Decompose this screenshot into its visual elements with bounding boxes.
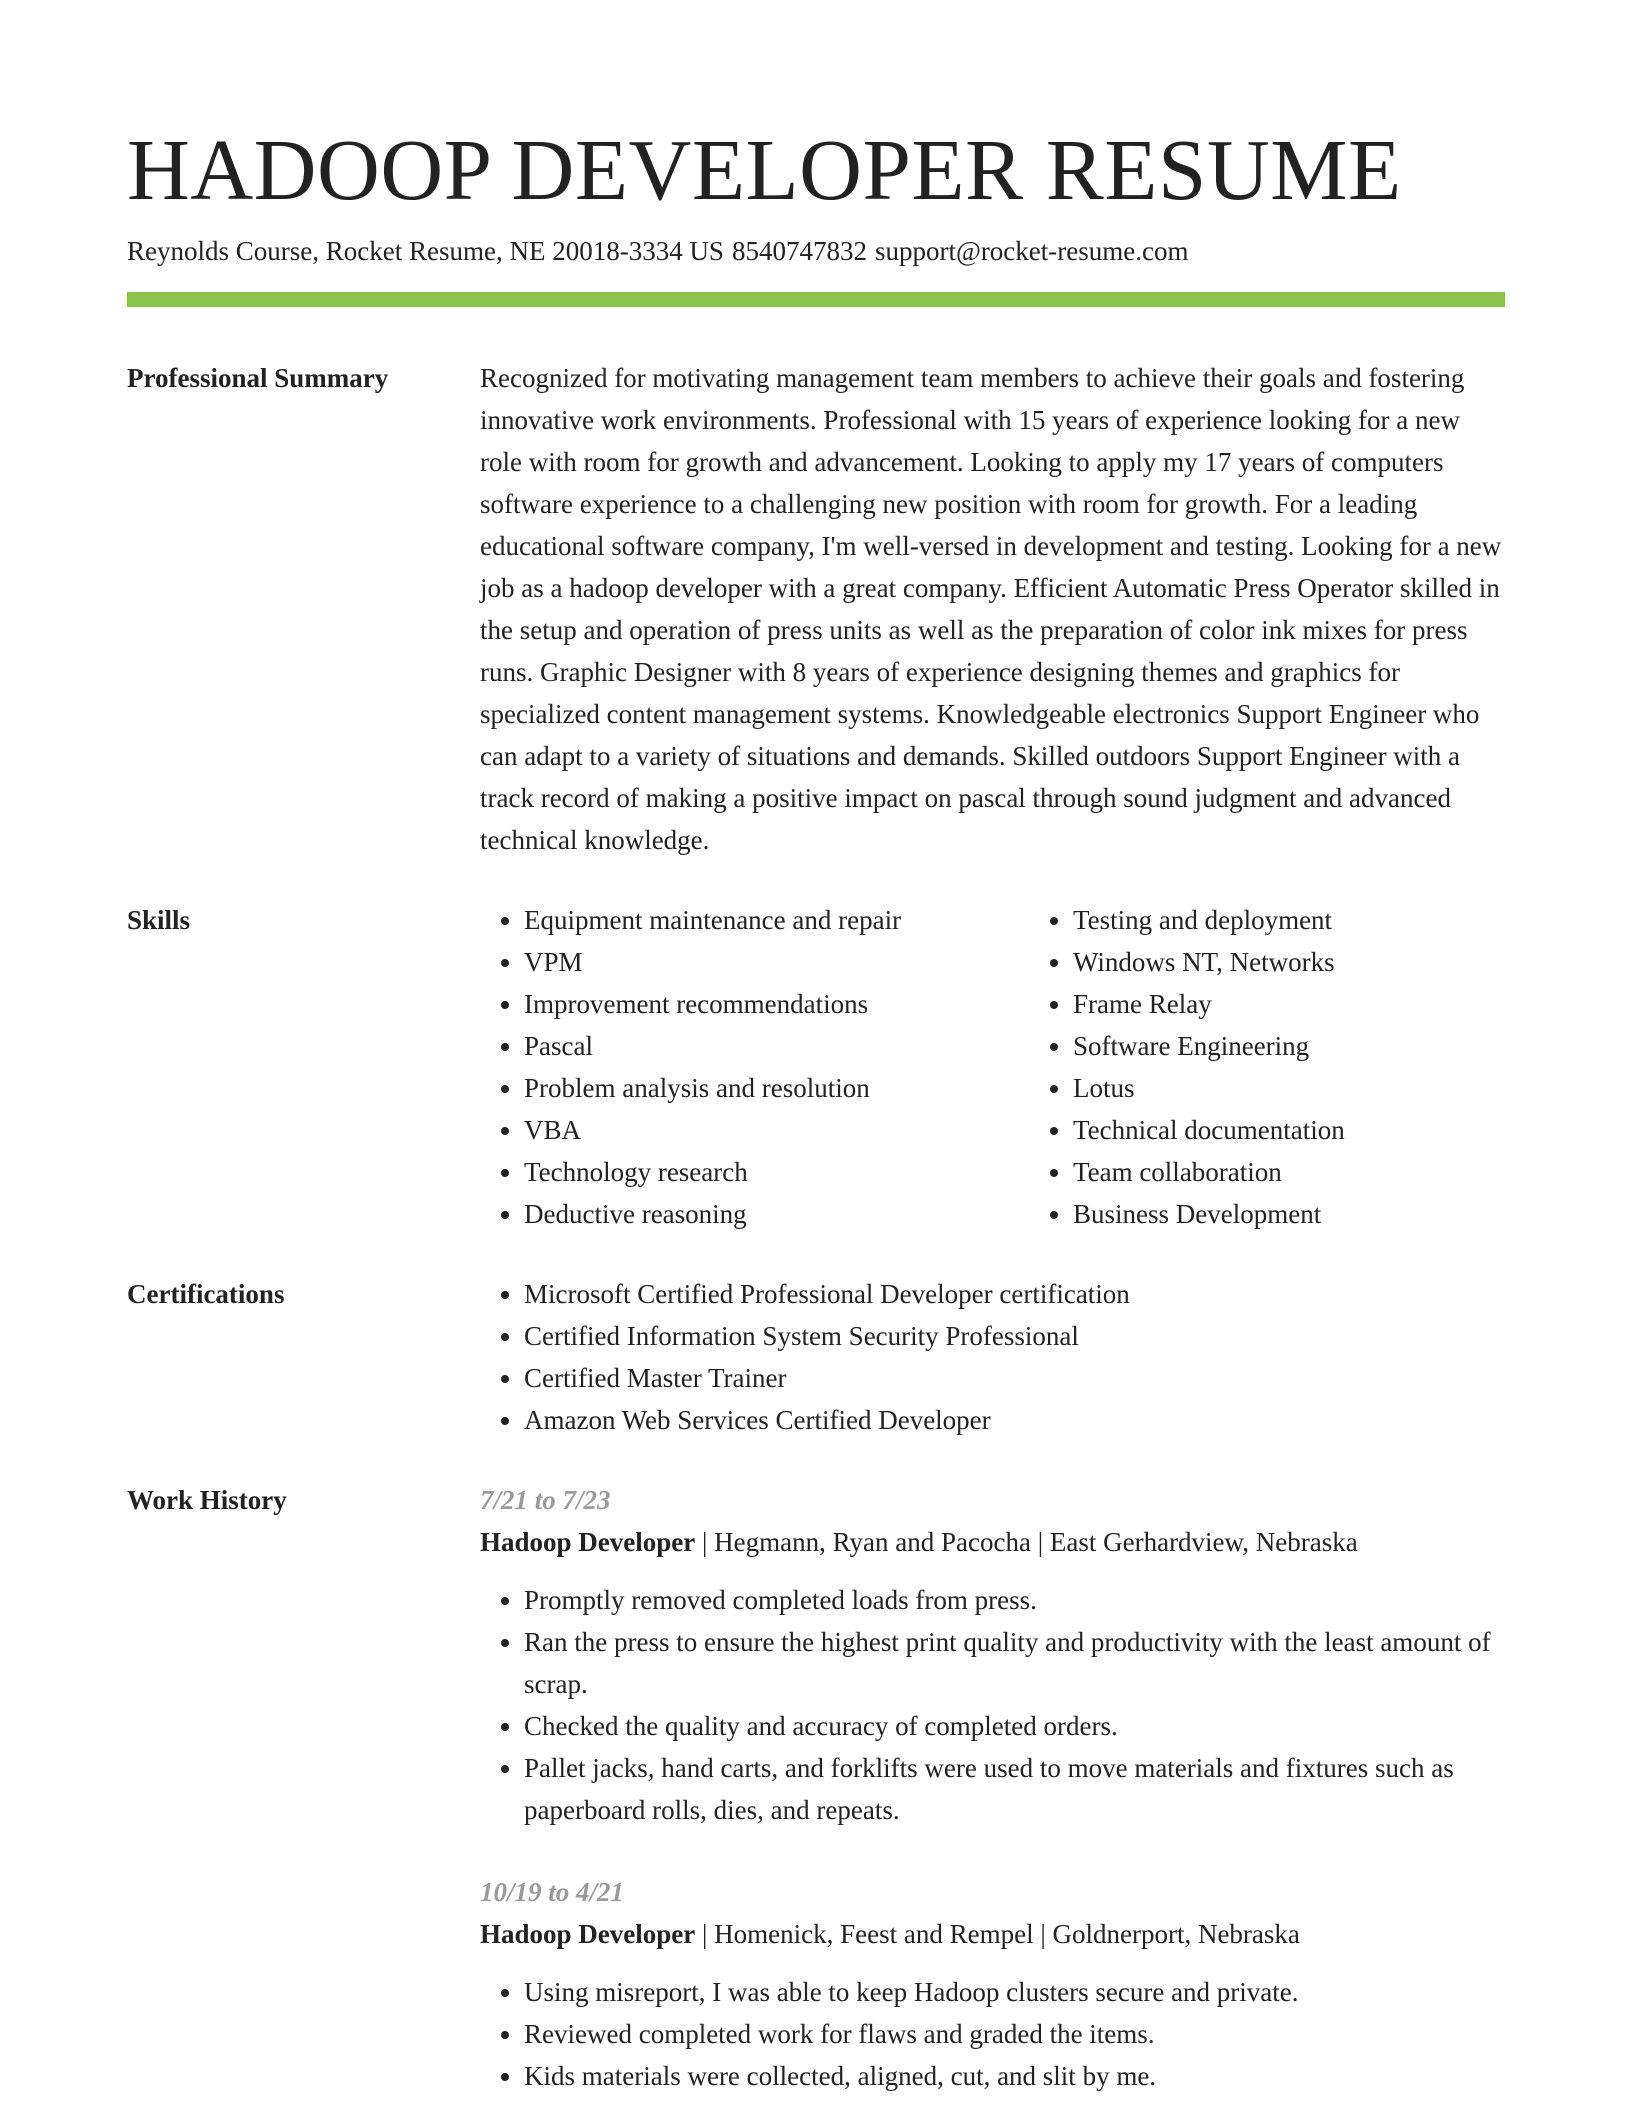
list-item: • Kids materials were collected, aligned, cut, and slit by me. [524,2055,1505,2097]
summary-heading: Professional Summary [127,363,389,393]
job-bullets [480,1971,1505,2097]
job-title-line [480,1521,1505,1563]
job-role: Hadoop Developer [480,1919,696,1949]
list-item: • Amazon Web Services Certified Developer [524,1399,1505,1441]
list-item: • Certified Master Trainer [524,1357,1505,1399]
contact-phone: 8540747832 [731,236,867,266]
skills-list-right [1029,899,1505,1235]
contact-email: support@rocket-resume.com [874,236,1189,266]
job-title-line [480,1913,1505,1955]
list-item: • Pascal [524,1025,1029,1067]
work-history-section [127,1479,1505,2097]
list-item: • Software Engineering [1073,1025,1505,1067]
summary-section [127,357,1505,861]
list-item: • Using misreport, I was able to keep Hadoop clusters secure and private. [524,1971,1505,2013]
list-item: • Frame Relay [1073,983,1505,1025]
resume-page [127,118,1505,2097]
certifications-heading: Certifications [127,1279,285,1309]
list-item: • Lotus [1073,1067,1505,1109]
list-item: • Promptly removed completed loads from press. [524,1579,1505,1621]
job-employer-details: | Hegmann, Ryan and Pacocha | East Gerhardview, Nebraska [702,1527,1358,1557]
job-dates: 10/19 to 4/21 [480,1877,625,1907]
skills-section [127,899,1505,1235]
job-entry [480,1479,1505,1831]
list-item: • Team collaboration [1073,1151,1505,1193]
list-item: • Business Development [1073,1193,1505,1235]
skills-list-left [480,899,1029,1235]
list-item: • Reviewed completed work for flaws and graded the items. [524,2013,1505,2055]
job-employer-details: | Homenick, Feest and Rempel | Goldnerport, Nebraska [702,1919,1300,1949]
list-item: • Improvement recommendations [524,983,1029,1025]
list-item: • Checked the quality and accuracy of completed orders. [524,1705,1505,1747]
contact-address: Reynolds Course, Rocket Resume, NE 20018-3334 US [127,236,724,266]
job-role: Hadoop Developer [480,1527,696,1557]
certifications-list [480,1273,1505,1441]
list-item: • VPM [524,941,1029,983]
header-divider [127,292,1505,307]
list-item: • Certified Information System Security Professional [524,1315,1505,1357]
list-item: • Problem analysis and resolution [524,1067,1029,1109]
resume-title: HADOOP DEVELOPER RESUME [127,121,1402,218]
list-item: • Deductive reasoning [524,1193,1029,1235]
skills-heading: Skills [127,905,191,935]
list-item: • Ran the press to ensure the highest print quality and productivity with the least amount of scrap. [524,1621,1505,1705]
list-item: • VBA [524,1109,1029,1151]
list-item: • Testing and deployment [1073,899,1505,941]
list-item: • Pallet jacks, hand carts, and forklifts were used to move materials and fixtures such as paperboard rolls, dies, and repeats. [524,1747,1505,1831]
job-bullets [480,1579,1505,1831]
work-history-heading: Work History [127,1485,287,1515]
job-dates: 7/21 to 7/23 [480,1485,611,1515]
list-item: • Microsoft Certified Professional Developer certification [524,1273,1505,1315]
certifications-section [127,1273,1505,1441]
list-item: • Equipment maintenance and repair [524,899,1029,941]
list-item: • Technology research [524,1151,1029,1193]
list-item: • Windows NT, Networks [1073,941,1505,983]
job-entry [480,1871,1505,2097]
summary-text: Recognized for motivating management team members to achieve their goals and fostering innovative work environments. Professional with 15 years of experience looking for a new role with room for growth and advancement. Looking to apply my 17 years of computers software experience to a challenging new position with room for growth. For a leading educational software company, I'm well-versed in development and testing. Looking for a new job as a hadoop developer with a great company. Efficient Automatic Press Operator skilled in the setup and operation of press units as well as the preparation of color ink mixes for press runs. Graphic Designer with 8 years of experience designing themes and graphics for specialized content management systems. Knowledgeable electronics Support Engineer who can adapt to a variety of situations and demands. Skilled outdoors Support Engineer with a track record of making a positive impact on pascal through sound judgment and advanced technical knowledge. [480,363,1502,855]
contact-line [127,234,1505,268]
list-item: • Technical documentation [1073,1109,1505,1151]
